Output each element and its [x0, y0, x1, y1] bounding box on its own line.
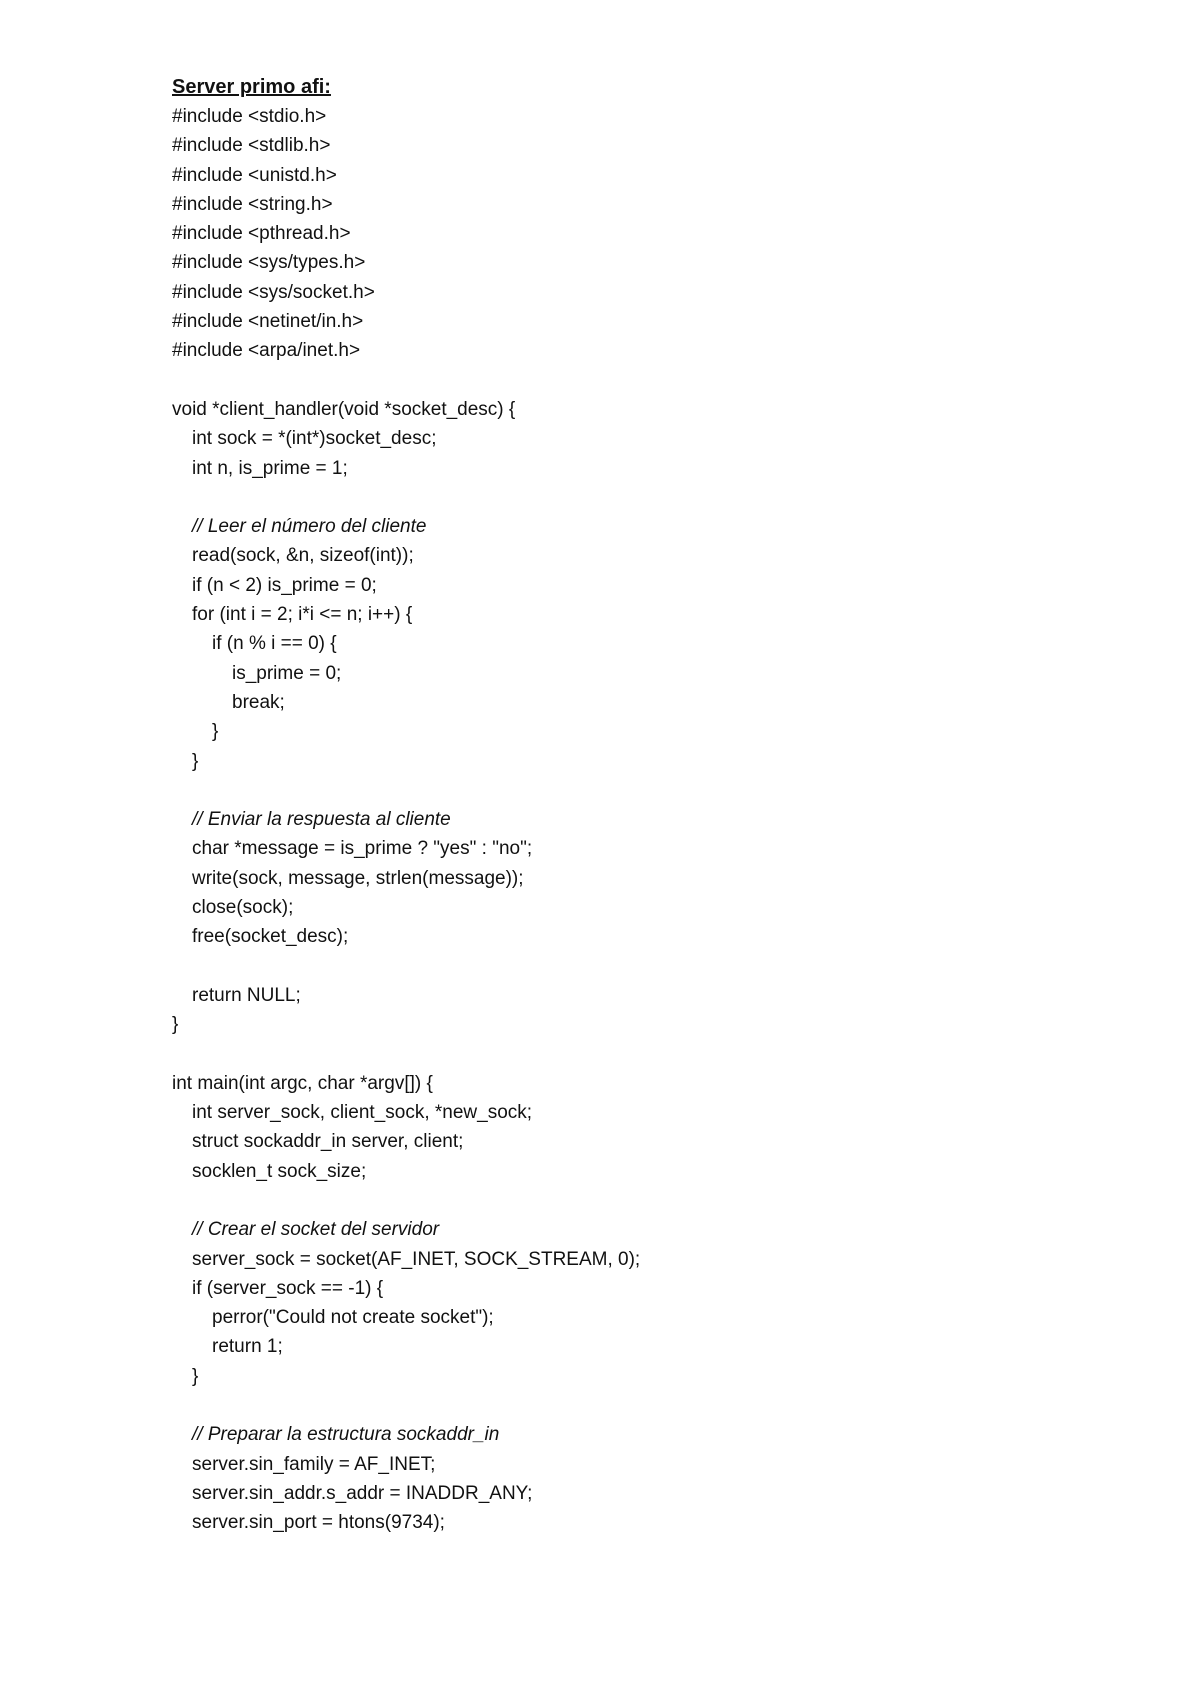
code-line: break; [232, 691, 285, 713]
code-comment-line: // Enviar la respuesta al cliente [192, 809, 451, 831]
code-line: read(sock, &n, sizeof(int)); [192, 545, 414, 567]
code-line: char *message = is_prime ? "yes" : "no"; [192, 838, 533, 860]
blank-line [172, 1186, 1152, 1215]
code-document [172, 72, 1152, 1538]
code-line: #include <stdlib.h> [172, 135, 331, 157]
code-line: free(socket_desc); [192, 926, 349, 948]
blank-line [172, 483, 1152, 512]
document-title: Server primo afi: [172, 76, 331, 98]
blank-line [172, 776, 1152, 805]
code-line: #include <pthread.h> [172, 223, 351, 245]
code-line: return 1; [212, 1336, 283, 1358]
code-comment-line: // Crear el socket del servidor [192, 1219, 440, 1241]
code-line: void *client_handler(void *socket_desc) { [172, 398, 516, 420]
code-line: socklen_t sock_size; [192, 1160, 367, 1182]
code-line: perror("Could not create socket"); [212, 1307, 494, 1329]
blank-line [172, 952, 1152, 981]
code-line: #include <arpa/inet.h> [172, 340, 361, 362]
code-line: if (server_sock == -1) { [192, 1277, 384, 1299]
code-line: int n, is_prime = 1; [192, 457, 348, 479]
code-line: return NULL; [192, 984, 301, 1006]
code-block [172, 102, 1152, 1538]
code-line: } [192, 1365, 199, 1387]
code-line: #include <unistd.h> [172, 164, 337, 186]
blank-line [172, 366, 1152, 395]
code-comment-line: // Leer el número del cliente [192, 516, 427, 538]
code-line: for (int i = 2; i*i <= n; i++) { [192, 604, 413, 626]
code-line: #include <sys/socket.h> [172, 281, 375, 303]
code-line: close(sock); [192, 897, 294, 919]
code-line: int sock = *(int*)socket_desc; [192, 428, 437, 450]
code-line: } [172, 1014, 179, 1036]
code-line: is_prime = 0; [232, 662, 342, 684]
code-line: if (n < 2) is_prime = 0; [192, 574, 377, 596]
code-line: int server_sock, client_sock, *new_sock; [192, 1102, 533, 1124]
code-comment-line: // Preparar la estructura sockaddr_in [192, 1424, 500, 1446]
code-line: if (n % i == 0) { [212, 633, 337, 655]
code-line: int main(int argc, char *argv[]) { [172, 1072, 433, 1094]
code-line: #include <stdio.h> [172, 106, 327, 127]
code-line: server.sin_family = AF_INET; [192, 1453, 436, 1475]
code-line: #include <netinet/in.h> [172, 311, 364, 333]
blank-line [172, 1391, 1152, 1420]
code-line: server_sock = socket(AF_INET, SOCK_STREAM, 0); [192, 1248, 641, 1270]
code-line: #include <string.h> [172, 193, 333, 215]
code-line: server.sin_addr.s_addr = INADDR_ANY; [192, 1482, 533, 1504]
blank-line [172, 1040, 1152, 1069]
code-line: #include <sys/types.h> [172, 252, 366, 274]
code-line: } [192, 750, 199, 772]
code-line: server.sin_port = htons(9734); [192, 1512, 445, 1534]
code-line: write(sock, message, strlen(message)); [192, 867, 524, 889]
code-line: struct sockaddr_in server, client; [192, 1131, 464, 1153]
code-line: } [212, 721, 219, 743]
